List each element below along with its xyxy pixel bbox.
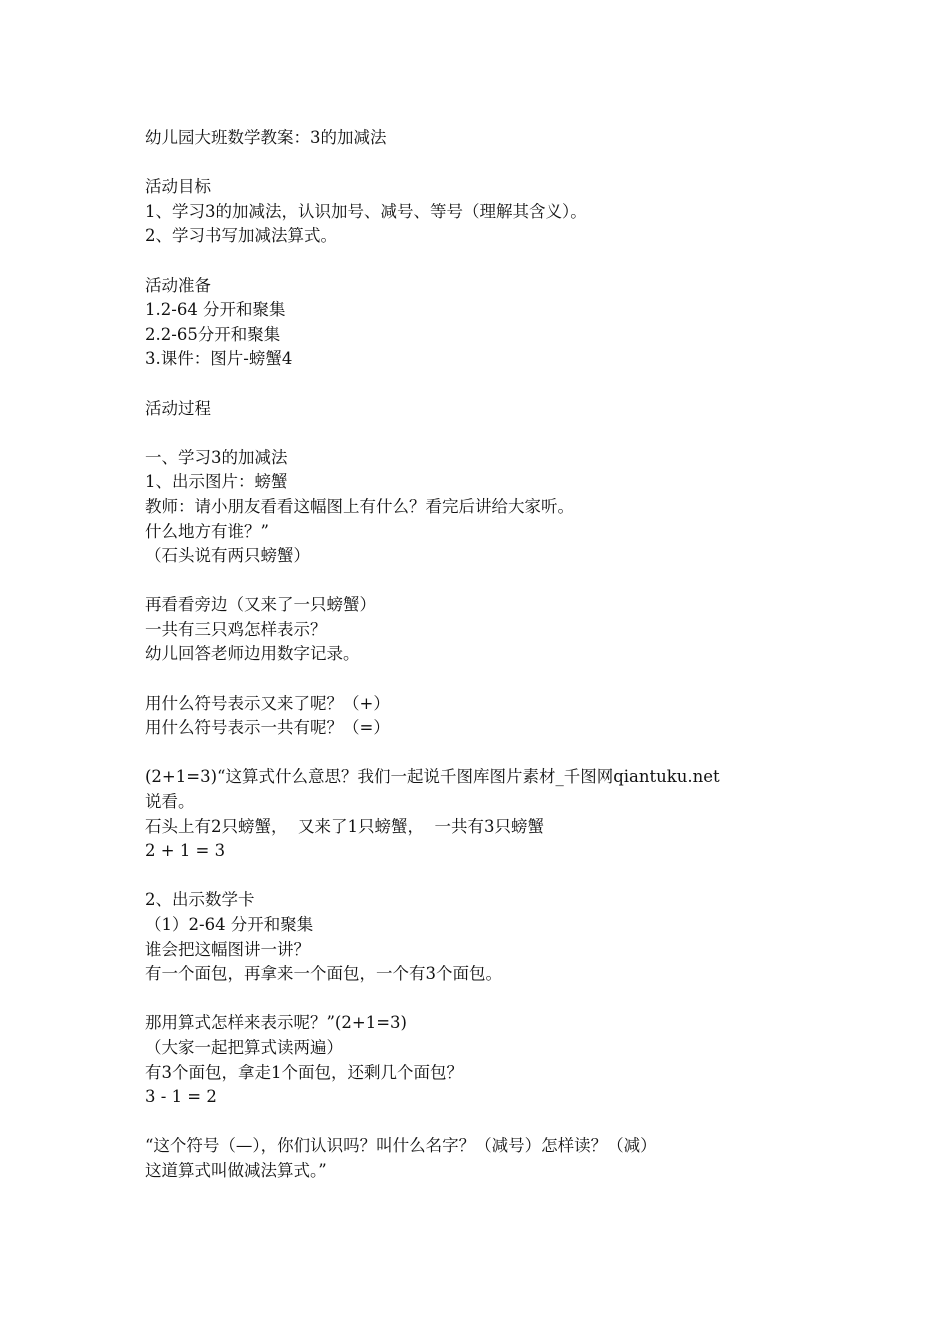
preparation-item: 1.2-64 分开和聚集 xyxy=(145,300,286,320)
equation: 2 + 1 = 3 xyxy=(145,841,226,861)
spacer xyxy=(145,569,845,594)
document-title: 幼儿园大班数学教案：3的加减法 xyxy=(145,128,387,147)
document-body xyxy=(145,126,845,1184)
paragraph-line: 谁会把这幅图讲一讲？ xyxy=(145,939,310,959)
spacer xyxy=(145,372,845,397)
paragraph-line: 幼儿回答老师边用数字记录。 xyxy=(145,644,360,664)
paragraph-line: 这道算式叫做减法算式。” xyxy=(145,1160,327,1180)
paragraph-line: 石头上有2只螃蟹， 又来了1只螃蟹， 一共有3只螃蟹 xyxy=(145,816,544,836)
paragraph-line: 再看看旁边（又来了一只螃蟹） xyxy=(145,595,376,615)
paragraph-line: “这个符号（—），你们认识吗？叫什么名字？（减号）怎样读？（减） xyxy=(145,1136,657,1156)
paragraph-line: 一共有三只鸡怎样表示？ xyxy=(145,619,327,639)
preparation-item: 2.2-65分开和聚集 xyxy=(145,324,281,344)
spacer xyxy=(145,1110,845,1135)
equation: 3 - 1 = 2 xyxy=(145,1087,217,1107)
spacer xyxy=(145,667,845,692)
paragraph-line: 用什么符号表示又来了呢？（+） xyxy=(145,693,390,713)
spacer xyxy=(145,151,845,176)
spacer xyxy=(145,249,845,274)
section-heading-goals: 活动目标 xyxy=(145,177,211,197)
paragraph-line: 1、出示图片：螃蟹 xyxy=(145,472,288,492)
paragraph-line: 教师：请小朋友看看这幅图上有什么？看完后讲给大家听。 xyxy=(145,496,574,516)
section-heading-preparation: 活动准备 xyxy=(145,275,211,295)
goal-item: 2、学习书写加减法算式。 xyxy=(145,226,337,246)
spacer xyxy=(145,987,845,1012)
paragraph-line: （1）2-64 分开和聚集 xyxy=(145,915,314,934)
part-heading: 一、学习3的加减法 xyxy=(145,447,288,467)
paragraph-line: 什么地方有谁？” xyxy=(145,521,269,541)
spacer xyxy=(145,741,845,766)
paragraph-line: 有一个面包，再拿来一个面包，一个有3个面包。 xyxy=(145,964,502,984)
paragraph-line: 用什么符号表示一共有呢？（=） xyxy=(145,718,390,738)
paragraph-line: (2+1=3)“这算式什么意思？我们一起说千图库图片素材_千图网qiantuku.net xyxy=(145,767,720,787)
section-heading-process: 活动过程 xyxy=(145,398,211,418)
spacer xyxy=(145,864,845,889)
paragraph-line: 说看。 xyxy=(145,792,195,812)
paragraph-line: 2、出示数学卡 xyxy=(145,890,255,910)
preparation-item: 3.课件：图片-螃蟹4 xyxy=(145,349,293,369)
paragraph-line: 有3个面包，拿走1个面包，还剩几个面包？ xyxy=(145,1062,463,1082)
spacer xyxy=(145,421,845,446)
paragraph-line: （大家一起把算式读两遍） xyxy=(145,1037,343,1057)
paragraph-line: 那用算式怎样来表示呢？”(2+1=3) xyxy=(145,1013,407,1033)
goal-item: 1、学习3的加减法，认识加号、减号、等号（理解其含义）。 xyxy=(145,201,587,221)
paragraph-line: （石头说有两只螃蟹） xyxy=(145,546,310,566)
